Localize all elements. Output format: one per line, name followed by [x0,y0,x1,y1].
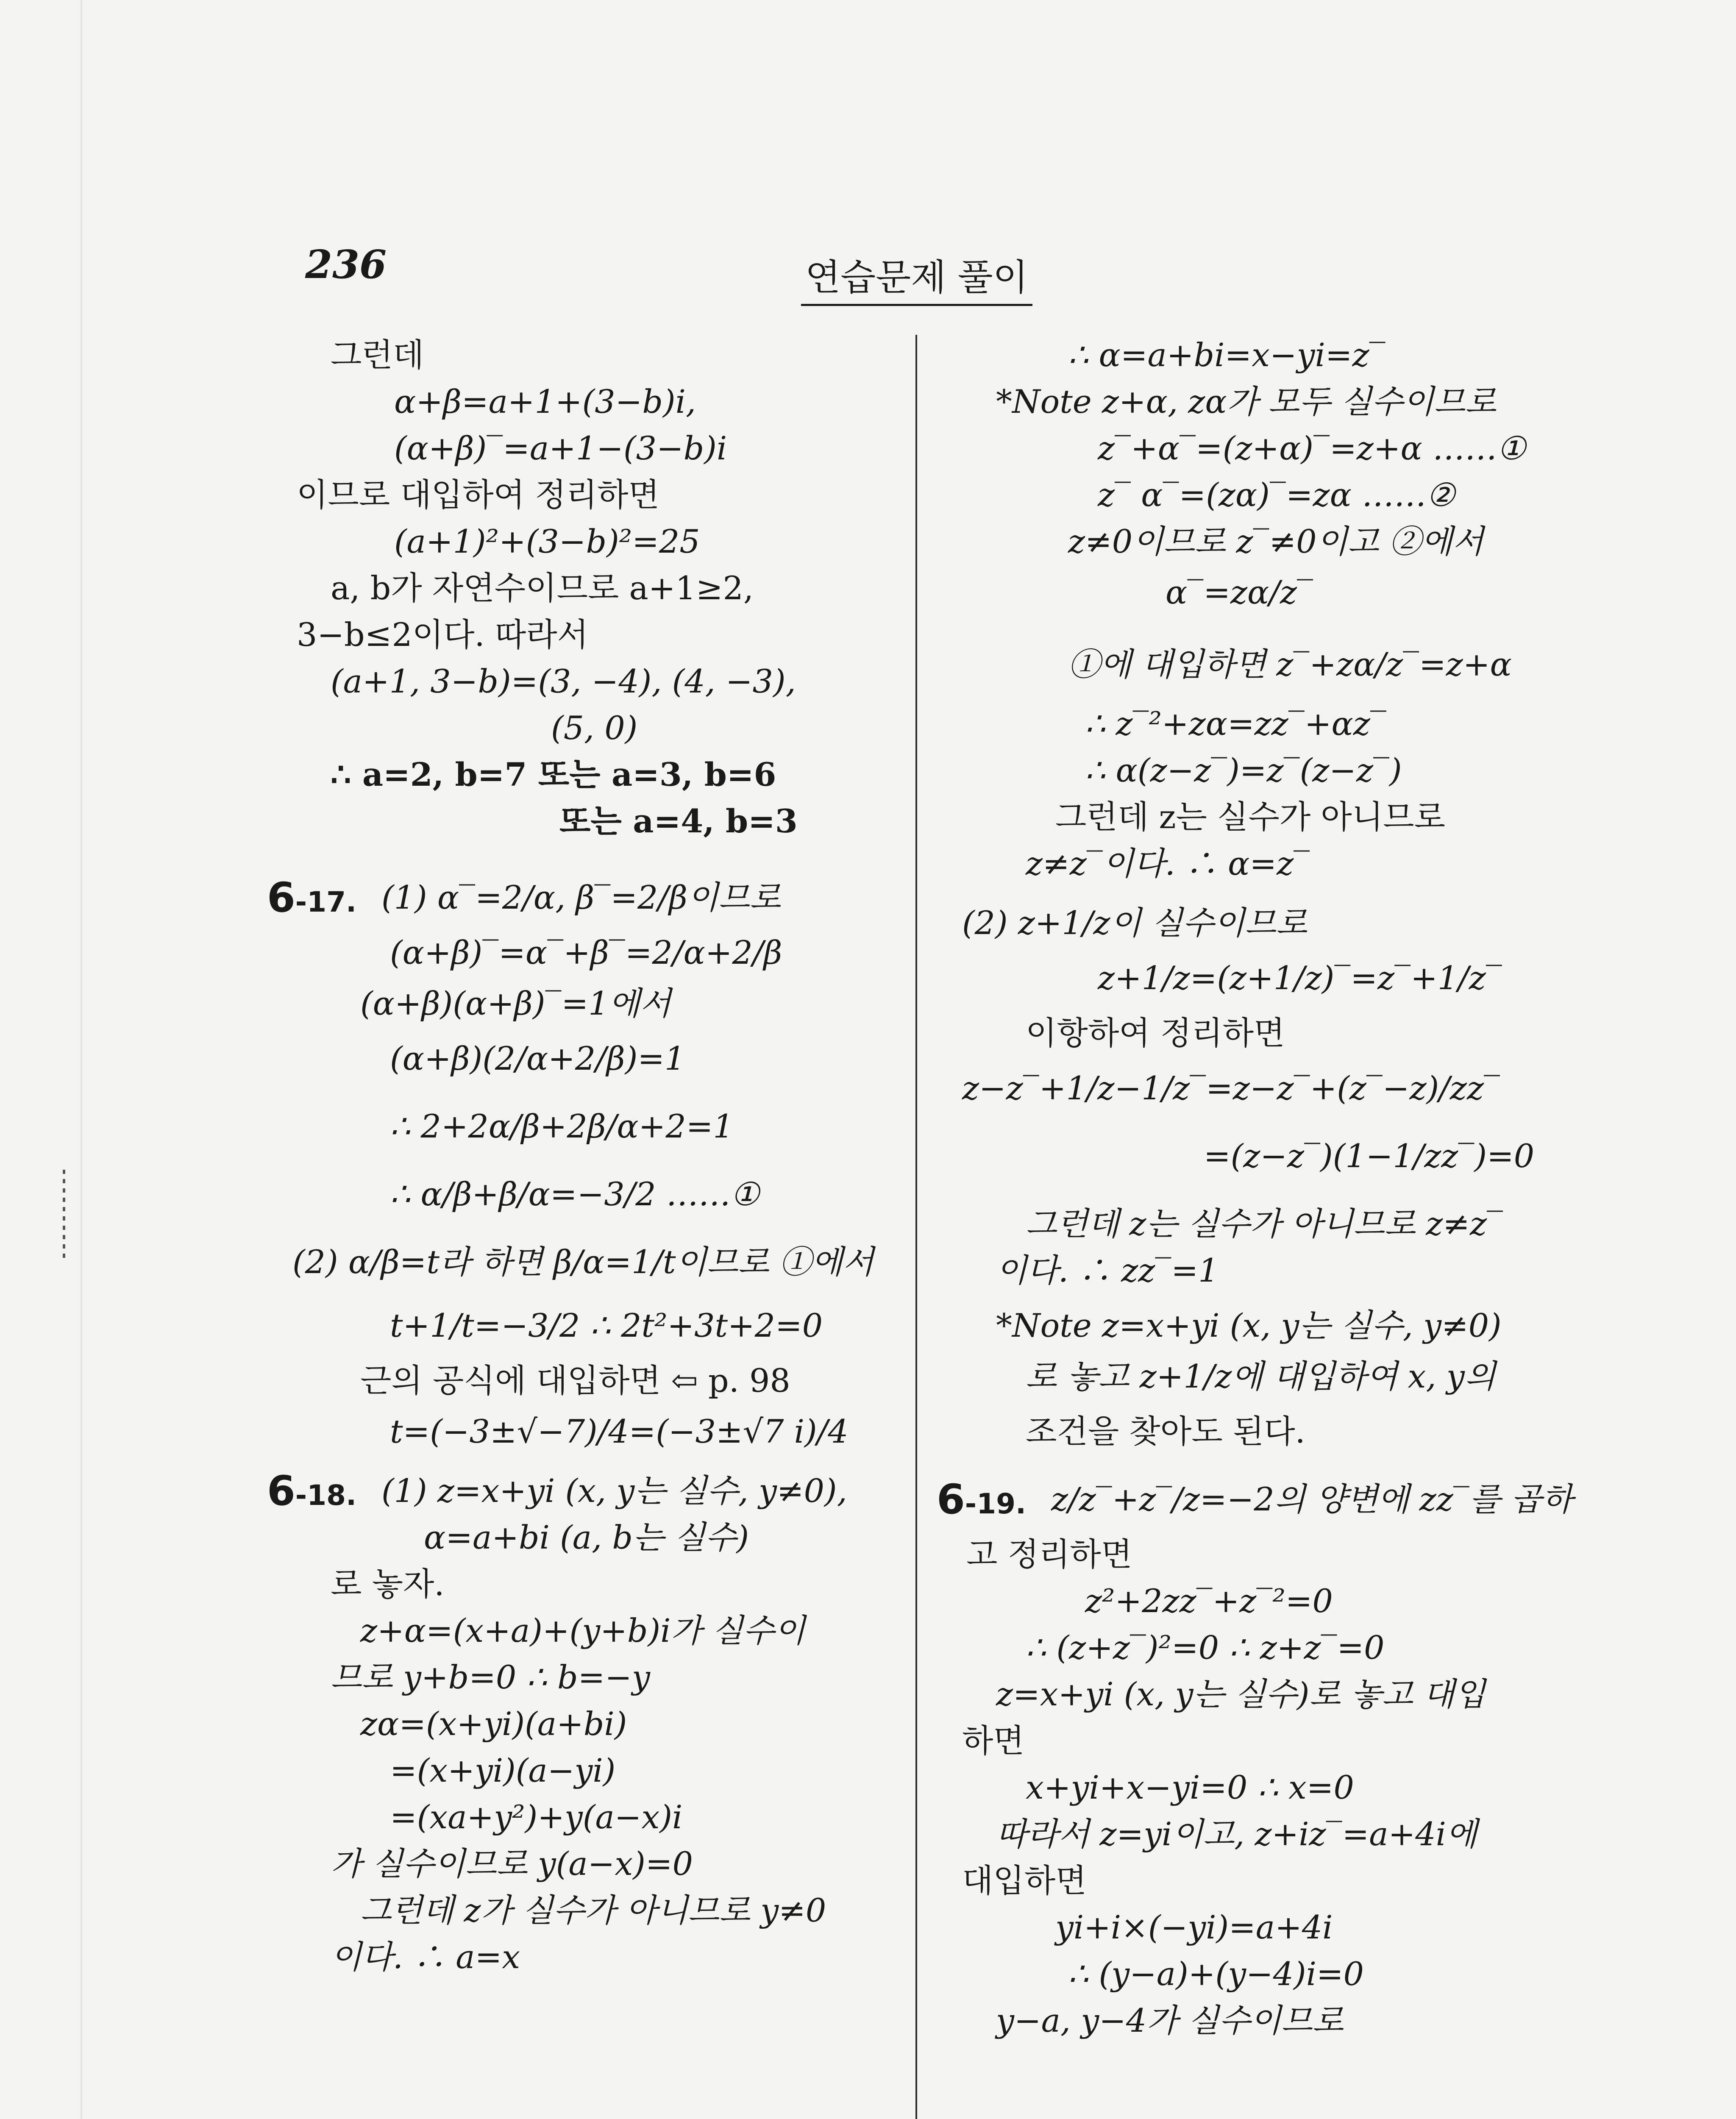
text-line: 조건을 찾아도 된다. [1026,1413,1305,1450]
text-line: 로 놓자. [331,1565,445,1603]
text-line: 그런데 z가 실수가 아니므로 y≠0 [360,1891,826,1929]
text-line: 그런데 z는 실수가 아니므로 [1055,798,1446,836]
math-line: 이다. ∴ zz‾=1 [996,1251,1219,1289]
math-line: ∴ α(z−z‾)=z‾(z−z‾) [1085,751,1402,789]
text-line: 이항하여 정리하면 [1026,1014,1285,1052]
text-line: 로 놓고 z+1/z에 대입하여 x, y의 [1026,1357,1496,1395]
math-line: (α+β)‾=a+1−(3−b)i [394,429,727,467]
math-line: ∴ (y−a)+(y−4)i=0 [1068,1955,1364,1993]
text-line: 이므로 대입하여 정리하면 [297,476,659,514]
math-line: z/z‾+z‾/z=−2의 양변에 zz‾를 곱하 [1051,1480,1573,1518]
problem-number-6-17: 6-17. [267,874,357,921]
math-line: α=a+bi (a, b는 실수) [424,1518,749,1556]
text-line: z≠0이므로 z‾≠0이고 ②에서 [1068,523,1484,560]
math-line: (1) α‾=2/α, β‾=2/β이므로 [381,879,781,916]
text-line: 3−b≤2이다. 따라서 [297,616,589,653]
math-line: ∴ 2+2α/β+2β/α+2=1 [390,1107,734,1145]
answer-line: 또는 a=4, b=3 [559,802,798,840]
math-line: (2) α/β=t라 하면 β/α=1/t이므로 ①에서 [292,1243,874,1281]
math-line: 므로 y+b=0 ∴ b=−y [331,1658,650,1696]
text-line: 그런데 [331,336,424,374]
math-line: ∴ z‾²+zα=zz‾+αz‾ [1085,705,1386,742]
math-line: z‾+α‾=(z+α)‾=z+α ……① [1098,429,1526,467]
text-line: y−a, y−4가 실수이므로 [996,2002,1344,2039]
math-line: (α+β)(α+β)‾=1에서 [360,984,671,1022]
scan-edge-shadow [81,0,82,2119]
math-line: ∴ α=a+bi=x−yi=z‾ [1068,336,1385,374]
math-line: =(z−z‾)(1−1/zz‾)=0 [1204,1137,1535,1175]
math-line: (α+β)‾=α‾+β‾=2/α+2/β [390,934,782,971]
problem-number-6-18: 6-18. [267,1467,357,1515]
math-line: z‾ α‾=(zα)‾=zα ……② [1098,476,1455,514]
math-line: (a+1)²+(3−b)²=25 [394,523,700,560]
math-line: t+1/t=−3/2 ∴ 2t²+3t+2=0 [390,1307,823,1344]
math-line: =(x+yi)(a−yi) [390,1752,616,1789]
math-line: 가 실수이므로 y(a−x)=0 [331,1845,693,1883]
text-line: 고 정리하면 [966,1535,1132,1573]
text-line: 따라서 z=yi이고, z+iz‾=a+4i에 [996,1815,1477,1853]
math-line: (α+β)(2/α+2/β)=1 [390,1040,685,1077]
math-line: z−z‾+1/z−1/z‾=z−z‾+(z‾−z)/zz‾ [962,1069,1500,1107]
math-line: yi+i×(−yi)=a+4i [1055,1908,1333,1946]
answer-line: ∴ a=2, b=7 또는 a=3, b=6 [331,756,776,793]
math-line: z+α=(x+a)+(y+b)i가 실수이 [360,1612,806,1649]
text-line: 하면 [962,1722,1024,1760]
problem-number-6-19: 6-19. [937,1476,1027,1523]
page-title: 연습문제 풀이 [801,248,1032,306]
column-divider [915,335,917,2119]
math-line: z²+2zz‾+z‾²=0 [1085,1582,1333,1620]
math-line: (5, 0) [551,709,638,747]
math-line: z≠z‾이다. ∴ α=z‾ [1026,845,1310,882]
math-line: ①에 대입하면 z‾+zα/z‾=z+α [1068,645,1512,683]
text-line: z=x+yi (x, y는 실수)로 놓고 대입 [996,1675,1486,1713]
math-line: =(xa+y²)+y(a−x)i [390,1798,683,1836]
text-line: 대입하면 [962,1862,1087,1899]
math-line: α+β=a+1+(3−b)i, [394,383,696,420]
math-line: (2) z+1/z이 실수이므로 [962,904,1308,942]
math-line: zα=(x+yi)(a+bi) [360,1705,627,1743]
binding-edge-marks [63,1170,65,1263]
math-line: ∴ α/β+β/α=−3/2 ……① [390,1175,760,1213]
math-line: ∴ (z+z‾)²=0 ∴ z+z‾=0 [1026,1629,1385,1666]
text-line: 그런데 z는 실수가 아니므로 z≠z‾ [1026,1205,1503,1243]
math-line: (a+1, 3−b)=(3, −4), (4, −3), [331,662,796,700]
math-line: α‾=zα/z‾ [1166,573,1313,611]
note-line: *Note z+α, zα가 모두 실수이므로 [996,383,1497,420]
math-line: t=(−3±√−7)/4=(−3±√7 i)/4 [390,1413,849,1450]
page-number: 236 [305,242,387,287]
text-line: 근의 공식에 대입하면 ⇦ p. 98 [360,1362,790,1399]
text-line: 이다. ∴ a=x [331,1938,520,1976]
math-line: (1) z=x+yi (x, y는 실수, y≠0), [381,1472,847,1510]
math-line: z+1/z=(z+1/z)‾=z‾+1/z‾ [1098,959,1502,997]
note-line: *Note z=x+yi (x, y는 실수, y≠0) [996,1307,1502,1344]
text-line: a, b가 자연수이므로 a+1≥2, [331,569,754,607]
math-line: x+yi+x−yi=0 ∴ x=0 [1026,1769,1354,1806]
